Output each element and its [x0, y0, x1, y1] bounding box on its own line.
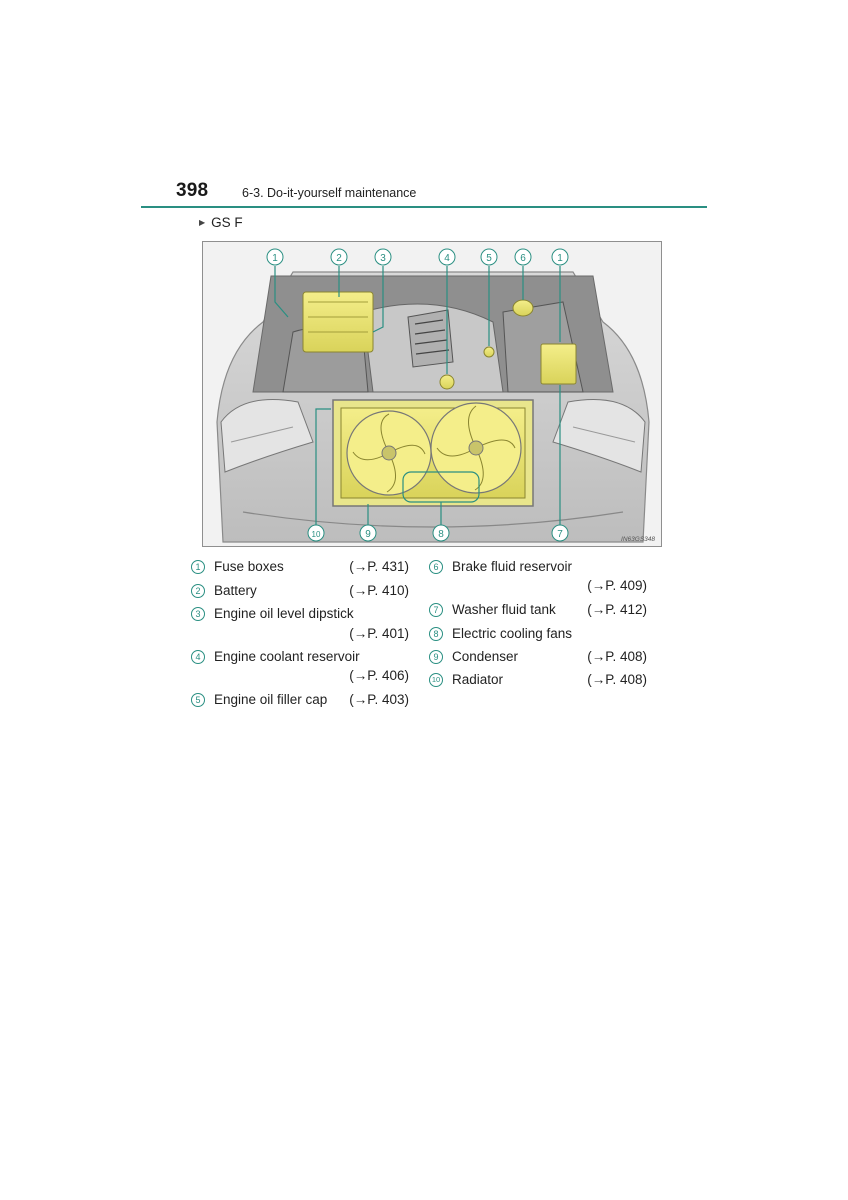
- legend-number: 6: [429, 560, 443, 574]
- callout-top-6: [515, 249, 531, 265]
- section-title: 6-3. Do-it-yourself maintenance: [242, 186, 417, 200]
- legend-page-ref: (→P. 401): [349, 626, 409, 641]
- svg-text:4: 4: [444, 253, 450, 264]
- legend-page-ref: (→P. 408): [587, 672, 647, 687]
- legend-number: 3: [191, 607, 205, 621]
- callout-bottom-7: [552, 525, 568, 541]
- svg-text:10: 10: [311, 530, 321, 539]
- legend-page-ref: (→P. 412): [587, 602, 647, 617]
- legend-item-fuse-boxes: [191, 559, 409, 579]
- callout-top-1b: [552, 249, 568, 265]
- legend-label: Brake fluid reservoir: [452, 559, 573, 574]
- legend-page-ref: (→P. 409): [587, 578, 647, 593]
- page-header: [0, 0, 848, 230]
- legend-page-ref: (→P. 408): [587, 649, 647, 664]
- legend-item-cooling-fans: [429, 626, 647, 646]
- svg-text:3: 3: [380, 253, 386, 264]
- legend-label: Fuse boxes: [214, 559, 284, 574]
- callout-bottom-10: [308, 525, 324, 541]
- legend-number: 5: [191, 693, 205, 707]
- svg-text:1: 1: [272, 253, 278, 264]
- legend-item-oil-filler-cap: [191, 692, 409, 712]
- legend-item-oil-dipstick: [191, 606, 409, 646]
- triangle-bullet-icon: ▶: [199, 218, 206, 227]
- legend-item-battery: [191, 583, 409, 603]
- legend-item-condenser: [429, 649, 647, 669]
- svg-text:8: 8: [438, 529, 444, 540]
- svg-text:5: 5: [486, 253, 492, 264]
- callout-bottom-8: [433, 525, 449, 541]
- legend-label: Condenser: [452, 649, 519, 664]
- legend-item-radiator: [429, 672, 647, 692]
- legend-label: Radiator: [452, 672, 504, 687]
- callout-top-2: [331, 249, 347, 265]
- callout-top-3: [375, 249, 391, 265]
- callout-top-4: [439, 249, 455, 265]
- legend-label: Engine oil level dipstick: [214, 606, 354, 621]
- legend-page-ref: (→P. 431): [349, 559, 409, 574]
- callout-top-1: [267, 249, 283, 265]
- legend-label: Battery: [214, 583, 257, 598]
- legend-label: Washer fluid tank: [452, 602, 556, 617]
- legend-number: 7: [429, 603, 443, 617]
- legend-number: 4: [191, 650, 205, 664]
- legend-item-brake-fluid: [429, 559, 647, 599]
- legend-label: Electric cooling fans: [452, 626, 573, 641]
- legend-page-ref: (→P. 410): [349, 583, 409, 598]
- legend-number: 2: [191, 584, 205, 598]
- legend-number: 10: [429, 673, 443, 687]
- engine-bay-drawing: [203, 242, 662, 547]
- legend-page-ref: (→P. 403): [349, 692, 409, 707]
- legend-label: Engine coolant reservoir: [214, 649, 360, 664]
- variant-label: GS F: [211, 215, 243, 230]
- header-divider: [141, 206, 707, 208]
- legend-item-coolant-reservoir: [191, 649, 409, 689]
- svg-text:6: 6: [520, 253, 526, 264]
- svg-text:2: 2: [336, 253, 342, 264]
- legend-page-ref: (→P. 406): [349, 668, 409, 683]
- page-number: 398: [176, 180, 209, 201]
- callout-bottom-9: [360, 525, 376, 541]
- svg-text:9: 9: [365, 529, 371, 540]
- svg-text:7: 7: [557, 529, 563, 540]
- svg-text:1: 1: [557, 253, 563, 264]
- figure-code: IN63GS348: [621, 536, 655, 543]
- legend-number: 8: [429, 627, 443, 641]
- legend-label: Engine oil filler cap: [214, 692, 328, 707]
- variant-heading: [199, 215, 243, 230]
- callout-top-5: [481, 249, 497, 265]
- legend-item-washer-fluid: [429, 602, 647, 622]
- engine-compartment-illustration: [202, 241, 662, 547]
- legend-number: 9: [429, 650, 443, 664]
- legend-number: 1: [191, 560, 205, 574]
